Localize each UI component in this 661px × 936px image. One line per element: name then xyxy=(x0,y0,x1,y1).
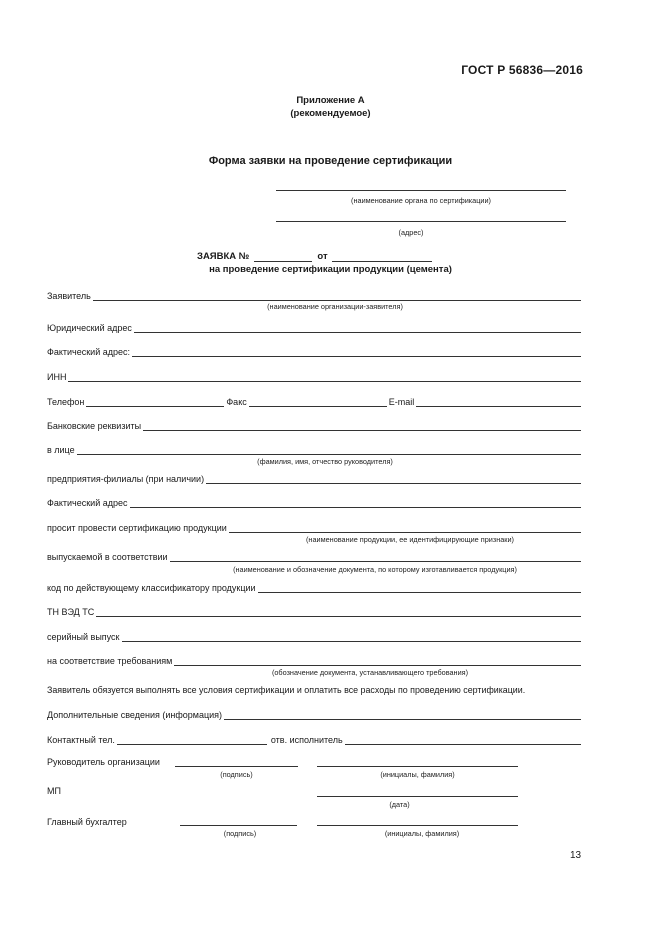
head-initials-caption: (инициалы, фамилия) xyxy=(380,770,455,779)
address-line[interactable] xyxy=(276,221,566,222)
branches-field[interactable] xyxy=(206,475,581,484)
accountant-initials-line[interactable] xyxy=(317,825,518,826)
person-field[interactable] xyxy=(77,446,581,455)
serial-field[interactable] xyxy=(122,633,582,642)
page-number: 13 xyxy=(570,850,582,861)
actual-address2-field[interactable] xyxy=(130,499,582,508)
compliance-caption: (обозначение документа, устанавливающего требования) xyxy=(271,668,469,677)
additional-label: Дополнительные сведения (информация) xyxy=(47,710,223,720)
application-subject: на проведение сертификации продукции (цемента) xyxy=(209,264,452,275)
inn-field[interactable] xyxy=(68,373,581,382)
tnved-label: ТН ВЭД ТС xyxy=(47,607,95,617)
head-initials-line[interactable] xyxy=(317,766,518,767)
classifier-field[interactable] xyxy=(258,584,581,593)
actual-address-field[interactable] xyxy=(132,348,581,357)
branches-label: предприятия-филиалы (при наличии) xyxy=(47,474,205,484)
appendix-subtitle: (рекомендуемое) xyxy=(290,108,371,119)
bank-field[interactable] xyxy=(143,422,581,431)
actual-address-label: Фактический адрес: xyxy=(47,347,130,357)
address-caption: (адрес) xyxy=(398,228,424,237)
email-label: E-mail xyxy=(388,397,415,407)
tnved-row xyxy=(47,605,581,617)
fax-label: Факс xyxy=(226,397,247,407)
classifier-label: код по действующему классификатору продукции xyxy=(47,583,256,593)
phone-field[interactable] xyxy=(86,398,224,407)
application-number-row xyxy=(197,251,432,262)
application-date-field[interactable] xyxy=(332,253,432,262)
date-caption: (дата) xyxy=(389,800,410,809)
accountant-initials-caption: (инициалы, фамилия) xyxy=(384,829,460,838)
stamp-label: МП xyxy=(47,786,61,796)
classifier-row xyxy=(47,581,581,593)
request-field[interactable] xyxy=(229,524,581,533)
inn-label: ИНН xyxy=(47,372,67,382)
head-signature-caption: (подпись) xyxy=(220,770,253,779)
phone-label: Телефон xyxy=(47,397,85,407)
compliance-label: на соответствие требованиям xyxy=(47,656,173,666)
actual-address-row xyxy=(47,345,581,357)
application-from-label: от xyxy=(317,251,328,262)
applicant-field[interactable] xyxy=(93,292,581,301)
bank-label: Банковские реквизиты xyxy=(47,421,142,431)
legal-address-row xyxy=(47,321,581,333)
responsible-label: отв. исполнитель xyxy=(270,735,343,745)
date-line[interactable] xyxy=(317,796,518,797)
head-label: Руководитель организации xyxy=(47,757,160,767)
contact-phone-field[interactable] xyxy=(117,736,267,745)
actual-address2-row xyxy=(47,496,581,508)
accountant-signature-caption: (подпись) xyxy=(223,829,257,838)
fax-field[interactable] xyxy=(249,398,387,407)
appendix-title: Приложение А xyxy=(296,95,365,106)
application-label: ЗАЯВКА № xyxy=(197,251,250,262)
branches-row xyxy=(47,472,581,484)
compliance-row xyxy=(47,654,581,666)
actual-address2-label: Фактический адрес xyxy=(47,498,128,508)
contact-row xyxy=(47,733,581,745)
serial-label: серийный выпуск xyxy=(47,632,120,642)
serial-row xyxy=(47,630,581,642)
legal-address-label: Юридический адрес xyxy=(47,323,132,333)
responsible-field[interactable] xyxy=(345,736,581,745)
produced-label: выпускаемой в соответствии xyxy=(47,552,168,562)
head-signature-line[interactable] xyxy=(175,766,298,767)
tnved-field[interactable] xyxy=(96,608,581,617)
applicant-caption: (наименование организации-заявителя) xyxy=(267,302,403,311)
accountant-signature-line[interactable] xyxy=(180,825,297,826)
contact-phone-label: Контактный тел. xyxy=(47,735,115,745)
produced-row xyxy=(47,550,581,562)
person-row xyxy=(47,443,581,455)
produced-caption: (наименование и обозначение документа, по которому изготавливается продукция) xyxy=(233,565,517,574)
person-label: в лице xyxy=(47,445,75,455)
standard-number: ГОСТ Р 56836—2016 xyxy=(461,63,583,77)
obligation-text: Заявитель обязуется выполнять все условия сертификации и оплатить все расходы по проведению сертификации. xyxy=(47,685,526,695)
legal-address-field[interactable] xyxy=(134,324,581,333)
additional-row xyxy=(47,708,581,720)
applicant-row xyxy=(47,289,581,301)
compliance-field[interactable] xyxy=(174,657,581,666)
additional-field[interactable] xyxy=(224,711,581,720)
bank-row xyxy=(47,419,581,431)
produced-field[interactable] xyxy=(170,553,581,562)
certification-body-line[interactable] xyxy=(276,190,566,191)
form-title: Форма заявки на проведение сертификации xyxy=(208,155,453,167)
request-label: просит провести сертификацию продукции xyxy=(47,523,227,533)
applicant-label: Заявитель xyxy=(47,291,91,301)
inn-row xyxy=(47,370,581,382)
contacts-row xyxy=(47,395,581,407)
certification-body-caption: (наименование органа по сертификации) xyxy=(351,196,491,205)
request-caption: (наименование продукции, ее идентифицирующие признаки) xyxy=(306,535,514,544)
email-field[interactable] xyxy=(416,398,581,407)
application-number-field[interactable] xyxy=(254,253,312,262)
person-caption: (фамилия, имя, отчество руководителя) xyxy=(257,457,393,466)
request-row xyxy=(47,521,581,533)
accountant-label: Главный бухгалтер xyxy=(47,817,127,827)
